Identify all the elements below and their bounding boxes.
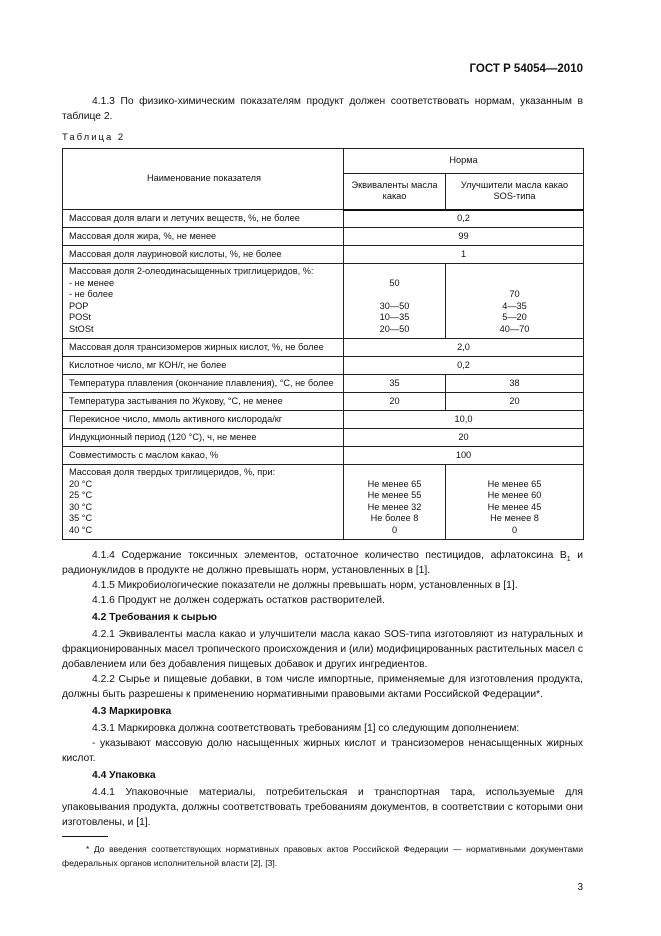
heading-4-2: 4.2 Требования к сырью bbox=[92, 612, 217, 623]
col-header-name: Наименование показателя bbox=[63, 149, 344, 210]
row-value-b: 70 4—35 5—20 40—70 bbox=[446, 264, 584, 339]
table-row bbox=[63, 447, 584, 465]
row-value: 0,2 bbox=[344, 210, 584, 228]
paragraph-4-1-3: 4.1.3 По физико-химическим показателям продукт должен соответствовать нормам, указанным в таблице 2. bbox=[62, 96, 583, 122]
paragraph-4-4-1: 4.4.1 Упаковочные материалы, потребительская и транспортная тара, используемые для упаковывания продукта, должны соответствовать требованиям документов, в соответствии с которыми они изготовлены, и [1]. bbox=[62, 787, 583, 828]
row-name: Температура застывания по Жукову, °С, не менее bbox=[63, 393, 344, 411]
document-page bbox=[62, 0, 583, 914]
paragraph-4-1-4: 4.1.4 Содержание токсичных элементов, остаточное количество пестицидов, афлатоксина $B_1$ и радионуклидов в продукте не должно превышать норм, установленных в [1]. bbox=[62, 550, 583, 576]
row-name: Массовая доля лауриновой кислоты, %, не более bbox=[63, 246, 344, 264]
table-row bbox=[63, 210, 584, 228]
footnote: * До введения соответствующих нормативных правовых актов Российской Федерации — нормативными документами федеральных органов исполнительной власти [2], [3]. bbox=[62, 844, 583, 868]
row-value: 1 bbox=[344, 246, 584, 264]
table-row bbox=[63, 246, 584, 264]
row-name: Совместимость с маслом какао, % bbox=[63, 447, 344, 465]
row-value-b: 38 bbox=[446, 375, 584, 393]
row-value: 2,0 bbox=[344, 339, 584, 357]
footnote-divider bbox=[62, 836, 108, 837]
table-row bbox=[63, 375, 584, 393]
row-name: Индукционный период (120 °С), ч, не менее bbox=[63, 429, 344, 447]
table-row bbox=[63, 339, 584, 357]
row-value: 99 bbox=[344, 228, 584, 246]
table-caption: Таблица 2 bbox=[62, 132, 126, 143]
table-2 bbox=[62, 148, 584, 540]
row-name: Кислотное число, мг КОН/г, не более bbox=[63, 357, 344, 375]
row-value: 0,2 bbox=[344, 357, 584, 375]
paragraph-4-2-2: 4.2.2 Сырье и пищевые добавки, в том числе импортные, применяемые для изготовления продукта, должны быть разрешены к применению нормативными правовыми актами Российской Федерации*. bbox=[62, 674, 583, 700]
heading-4-3: 4.3 Маркировка bbox=[92, 706, 172, 717]
paragraph-4-3-1-item: - указывают массовую долю насыщенных жирных кислот и трансизомеров ненасыщенных жирных кислот. bbox=[62, 738, 583, 764]
table-row bbox=[63, 228, 584, 246]
heading-4-4: 4.4 Упаковка bbox=[92, 770, 156, 781]
row-value-a: 20 bbox=[344, 393, 446, 411]
row-name: Перекисное число, ммоль активного кислорода/кг bbox=[63, 411, 344, 429]
row-value-b: Не менее 65 Не менее 60 Не менее 45 Не менее 8 0 bbox=[446, 465, 584, 540]
col-header-norm: Норма bbox=[344, 149, 584, 174]
table-row bbox=[63, 393, 584, 411]
row-value-b: 20 bbox=[446, 393, 584, 411]
paragraph-4-2-1: 4.2.1 Эквиваленты масла какао и улучшители масла какао SOS-типа изготовляют из натуральных и фракционированных масел тропического происхождения и (или) модифицированных растительных масел с добавлением или без добавления пищевых добавок и других ингредиентов. bbox=[62, 629, 583, 670]
paragraph-4-3-1: 4.3.1 Маркировка должна соответствовать требованиям [1] со следующим дополнением: bbox=[92, 723, 520, 734]
table-row bbox=[63, 465, 584, 540]
paragraph-4-1-5: 4.1.5 Микробиологические показатели не должны превышать норм, установленных в [1]. bbox=[92, 580, 518, 591]
table-row bbox=[63, 411, 584, 429]
col-header-equivalents: Эквиваленты масла какао bbox=[344, 174, 446, 210]
row-name: Температура плавления (окончание плавления), °С, не более bbox=[63, 375, 344, 393]
row-name: Массовая доля трансизомеров жирных кислот, %, не более bbox=[63, 339, 344, 357]
row-name: Массовая доля твердых триглицеридов, %, при: 20 °С 25 °С 30 °С 35 °С 40 °С bbox=[63, 465, 344, 540]
row-value: 100 bbox=[344, 447, 584, 465]
row-name: Массовая доля 2-олеодинасыщенных триглицеридов, %: - не менее - не более POP POSt StOSt bbox=[63, 264, 344, 339]
row-name: Массовая доля жира, %, не менее bbox=[63, 228, 344, 246]
col-header-improvers: Улучшители масла какао SOS-типа bbox=[446, 174, 584, 210]
table-row bbox=[63, 429, 584, 447]
row-value-a: 50 30—50 10—35 20—50 bbox=[344, 264, 446, 339]
page-number: 3 bbox=[577, 882, 583, 893]
row-value: 20 bbox=[344, 429, 584, 447]
row-value: 10,0 bbox=[344, 411, 584, 429]
document-id: ГОСТ Р 54054—2010 bbox=[469, 63, 583, 75]
paragraph-4-1-6: 4.1.6 Продукт не должен содержать остатков растворителей. bbox=[92, 595, 385, 606]
row-value-a: 35 bbox=[344, 375, 446, 393]
row-value-a: Не менее 65 Не менее 55 Не менее 32 Не более 8 0 bbox=[344, 465, 446, 540]
row-name: Массовая доля влаги и летучих веществ, %, не более bbox=[63, 210, 344, 228]
table-row bbox=[63, 357, 584, 375]
table-row bbox=[63, 264, 584, 339]
